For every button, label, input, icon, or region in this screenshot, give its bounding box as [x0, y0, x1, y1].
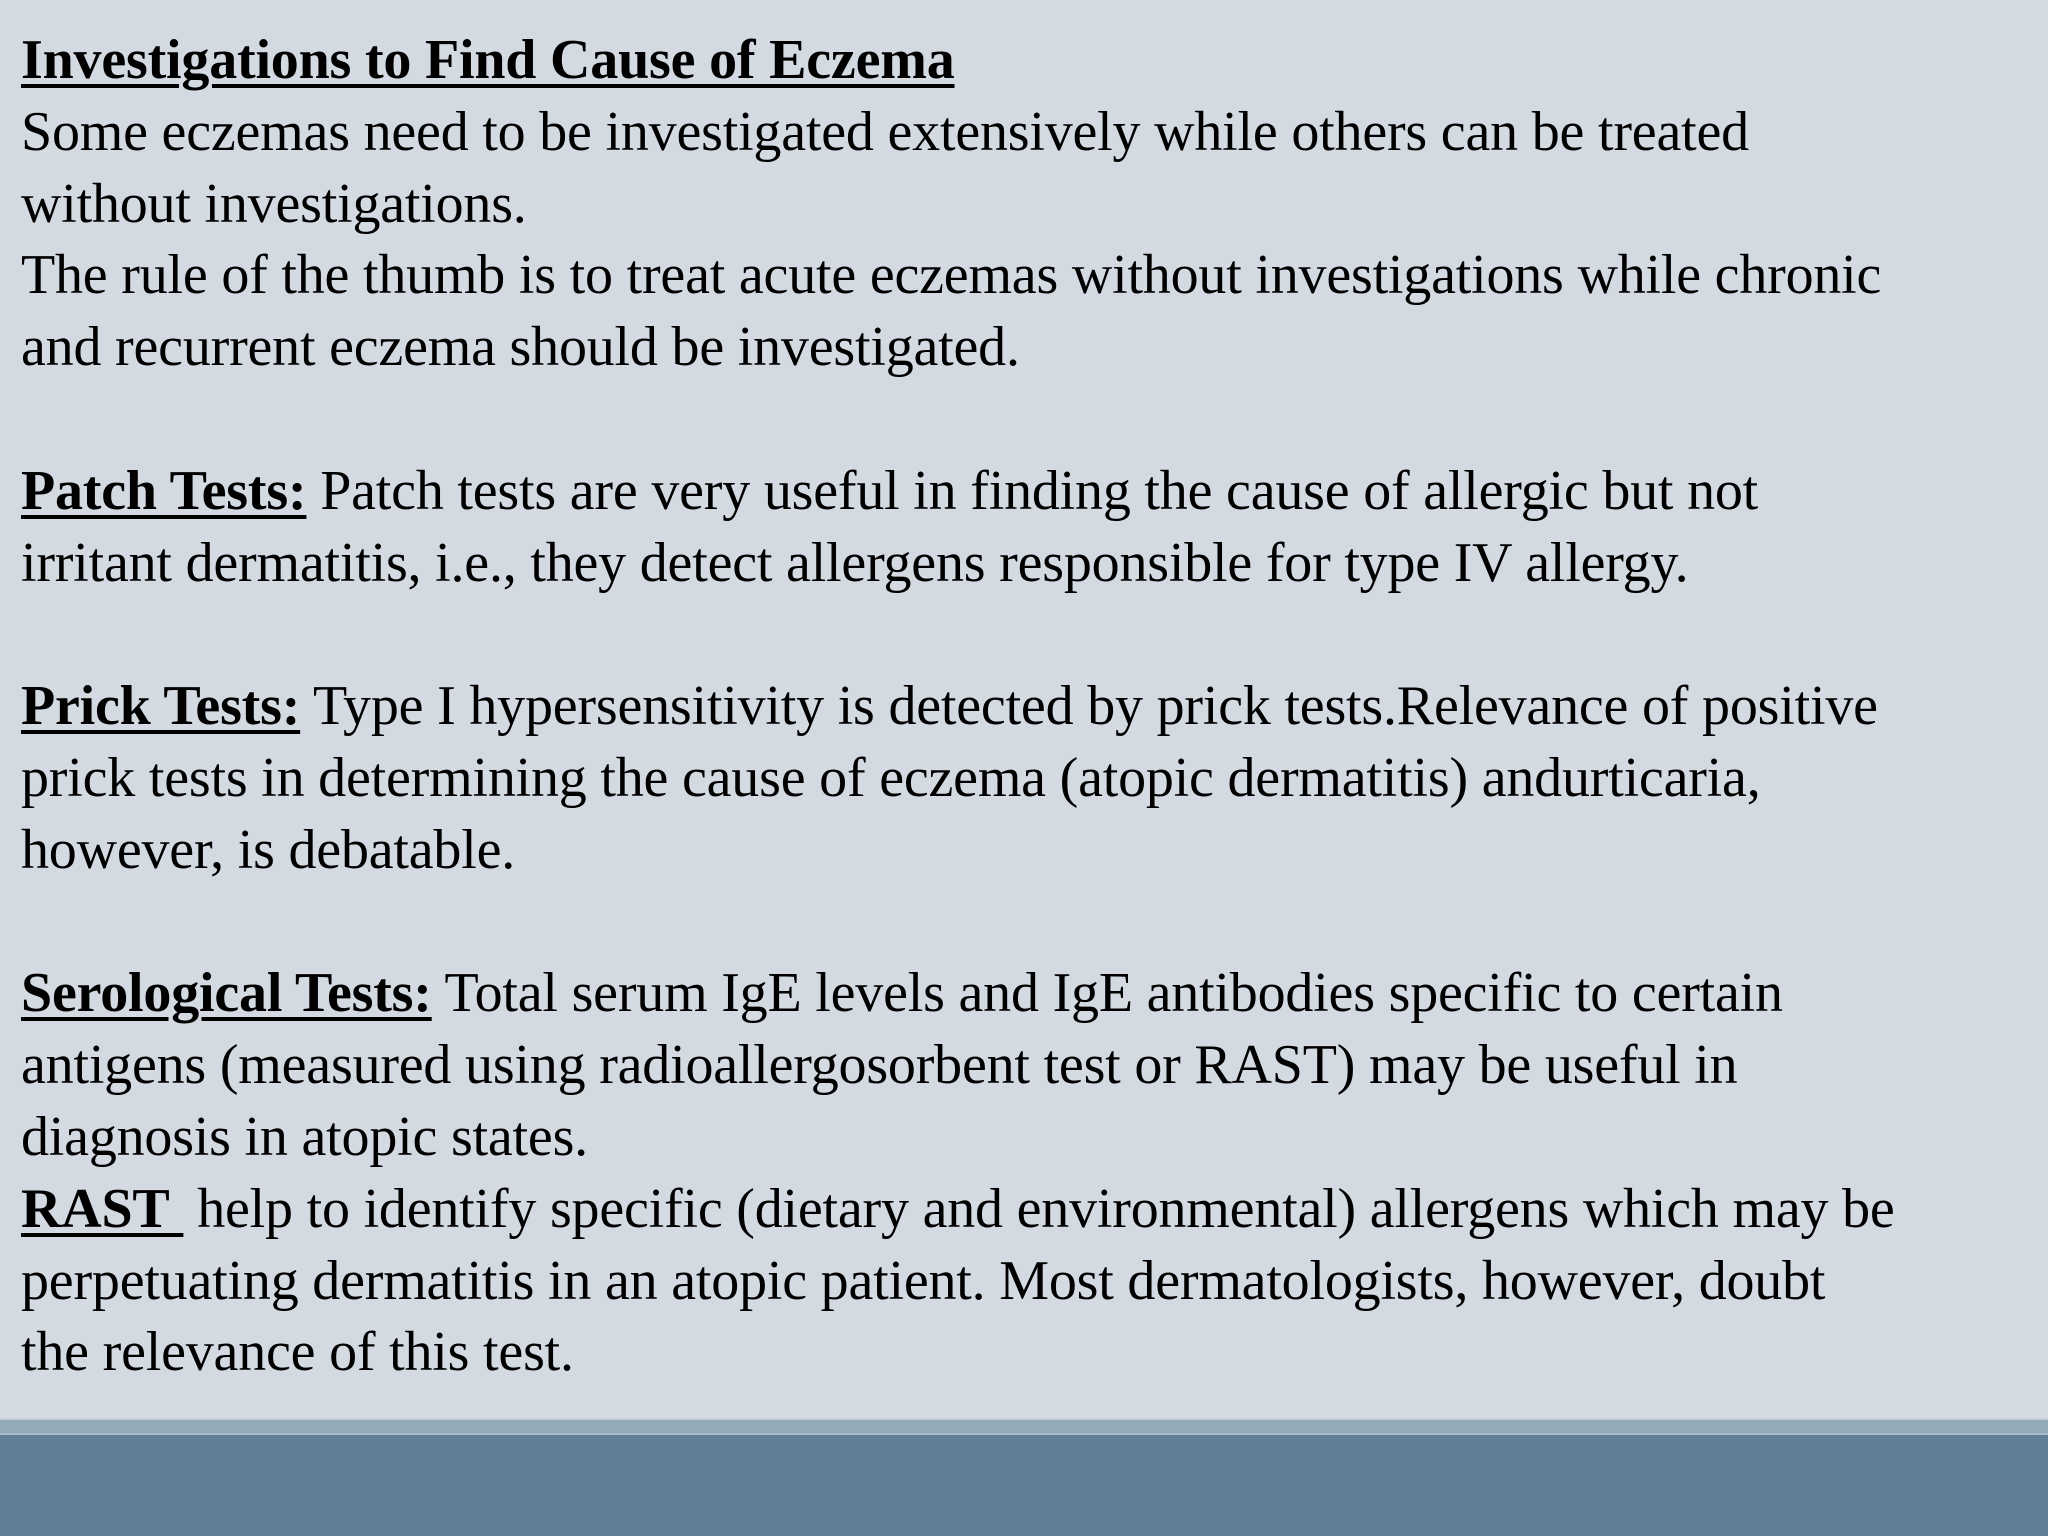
intro-line: The rule of the thumb is to treat acute eczemas without investigations while chronic [21, 244, 1882, 307]
spacer [21, 599, 2041, 671]
spacer [21, 384, 2041, 456]
intro-line: without investigations. [21, 172, 527, 235]
patch-tests-heading: Patch Tests: [21, 459, 307, 522]
serological-tests-heading: Serological Tests: [21, 962, 432, 1025]
rast-line: the relevance of this test. [21, 1321, 574, 1384]
prick-tests-line [21, 671, 2041, 743]
spacer [21, 887, 2041, 959]
rast-heading: RAST [21, 1177, 184, 1240]
footer-strip [0, 1418, 2048, 1433]
footer-band [0, 1433, 2048, 1536]
rast-line: perpetuating dermatitis in an atopic patient. Most dermatologists, however, doubt [21, 1249, 1826, 1312]
serological-tests-line: diagnosis in atopic states. [21, 1105, 588, 1168]
prick-tests-line: however, is debatable. [21, 818, 516, 881]
patch-tests-line: irritant dermatitis, i.e., they detect allergens responsible for type IV allergy. [21, 531, 1689, 594]
intro-line: and recurrent eczema should be investigated. [21, 316, 1020, 379]
slide-title-line [21, 25, 2041, 97]
patch-tests-text: Patch tests are very useful in finding the cause of allergic but not [306, 459, 1759, 522]
prick-tests-heading: Prick Tests: [21, 675, 301, 738]
slide-title: Investigations to Find Cause of Eczema [21, 29, 955, 91]
rast-line [21, 1174, 2041, 1246]
serological-tests-line [21, 958, 2041, 1030]
slide-content [21, 25, 2041, 1389]
intro-line: Some eczemas need to be investigated extensively while others can be treated [21, 100, 1749, 163]
prick-tests-text: Type I hypersensitivity is detected by prick tests.Relevance of positive [300, 675, 1878, 738]
patch-tests-line [21, 456, 2041, 528]
serological-tests-line: antigens (measured using radioallergosorbent test or RAST) may be useful in [21, 1034, 1738, 1097]
serological-tests-text: Total serum IgE levels and IgE antibodies specific to certain [431, 962, 1783, 1025]
prick-tests-line: prick tests in determining the cause of eczema (atopic dermatitis) andurticaria, [21, 746, 1761, 809]
rast-text: help to identify specific (dietary and environmental) allergens which may be [183, 1177, 1895, 1240]
